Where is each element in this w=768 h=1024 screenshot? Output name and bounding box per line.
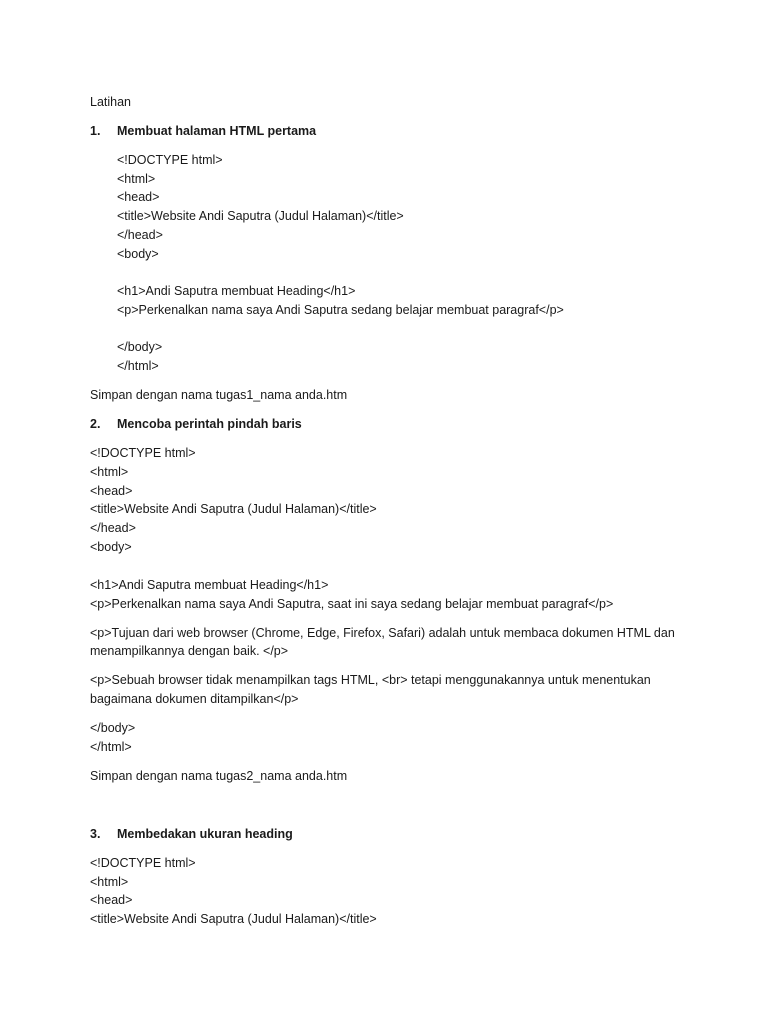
code-line: <html> <box>117 172 156 186</box>
code-line: <title>Website Andi Saputra (Judul Halaman)</title> <box>90 502 377 516</box>
code-line: <p>Sebuah browser tidak menampilkan tags HTML, <br> tetapi menggunakannya untuk menentukan <box>90 673 651 687</box>
code-line: <body> <box>117 247 159 261</box>
section-3-heading: Membedakan ukuran heading <box>117 827 293 841</box>
code-line: <h1>Andi Saputra membuat Heading</h1> <box>90 578 329 592</box>
code-line: <!DOCTYPE html> <box>117 153 223 167</box>
section-2-save-note: Simpan dengan nama tugas2_nama anda.htm <box>90 769 348 783</box>
code-line: </head> <box>117 228 163 242</box>
code-line: <!DOCTYPE html> <box>90 856 196 870</box>
section-2-number: 2. <box>90 417 101 431</box>
code-line: </html> <box>90 740 132 754</box>
code-line: bagaimana dokumen ditampilkan</p> <box>90 692 299 706</box>
code-line: <title>Website Andi Saputra (Judul Halaman)</title> <box>90 912 377 926</box>
document-title: Latihan <box>90 95 132 109</box>
code-line: <p>Tujuan dari web browser (Chrome, Edge, Firefox, Safari) adalah untuk membaca dokumen HTML dan <box>90 626 675 640</box>
code-line: <html> <box>90 465 129 479</box>
code-line: </body> <box>90 721 136 735</box>
code-line: <head> <box>90 484 133 498</box>
section-3-number: 3. <box>90 827 101 841</box>
section-1-number: 1. <box>90 124 101 138</box>
section-1-heading: Membuat halaman HTML pertama <box>117 124 317 138</box>
code-line: <body> <box>90 540 132 554</box>
code-line: menampilkannya dengan baik. </p> <box>90 644 289 658</box>
code-line: <p>Perkenalkan nama saya Andi Saputra, saat ini saya sedang belajar membuat paragraf</p> <box>90 597 614 611</box>
code-line: <h1>Andi Saputra membuat Heading</h1> <box>117 284 356 298</box>
code-line: </head> <box>90 521 136 535</box>
section-2-heading: Mencoba perintah pindah baris <box>117 417 302 431</box>
section-1-save-note: Simpan dengan nama tugas1_nama anda.htm <box>90 388 348 402</box>
code-line: <html> <box>90 875 129 889</box>
code-line: <p>Perkenalkan nama saya Andi Saputra sedang belajar membuat paragraf</p> <box>117 303 564 317</box>
code-line: </body> <box>117 340 163 354</box>
code-line: <head> <box>90 893 133 907</box>
code-line: </html> <box>117 359 159 373</box>
code-line: <head> <box>117 190 160 204</box>
code-line: <title>Website Andi Saputra (Judul Halaman)</title> <box>117 209 404 223</box>
code-line: <!DOCTYPE html> <box>90 446 196 460</box>
